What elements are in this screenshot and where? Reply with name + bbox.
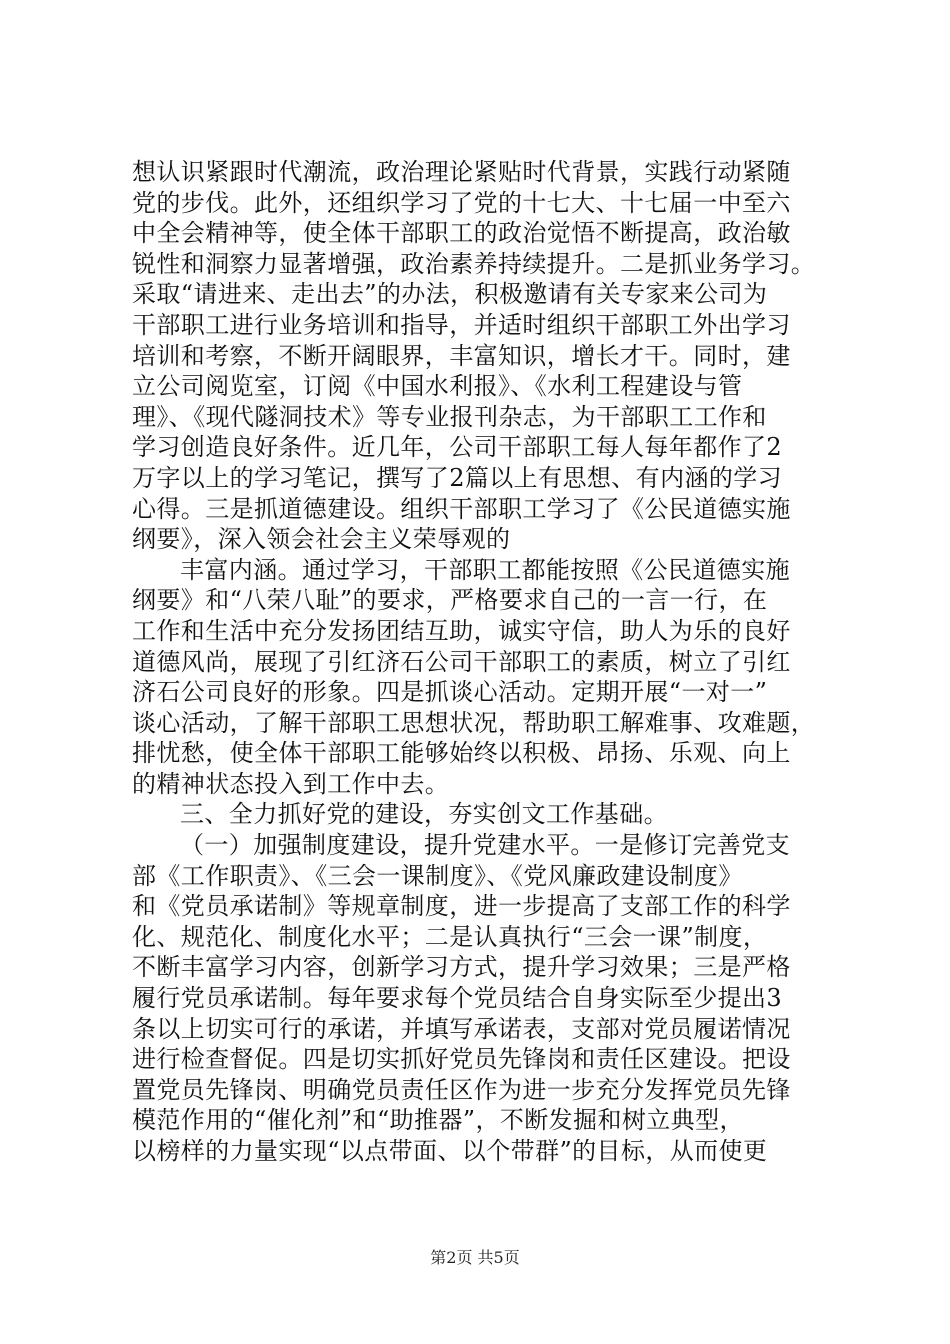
text-line: 心得。三是抓道德建设。组织干部职工学习了《公民道德实施: [132, 494, 791, 523]
text-line: 置党员先锋岗、明确党员责任区作为进一步充分发挥党员先锋: [132, 1075, 791, 1104]
text-line: 履行党员承诺制。每年要求每个党员结合自身实际至少提出3: [132, 984, 783, 1013]
text-line: 济石公司良好的形象。四是抓谈心活动。定期开展“一对一”: [132, 678, 768, 707]
text-line: 锐性和洞察力显著增强，政治素养持续提升。二是抓业务学习。: [132, 249, 816, 278]
page-number-label: 第2页 共5页: [430, 1248, 520, 1267]
text-line: 党的步伐。此外，还组织学习了党的十七大、十七届一中至六: [132, 188, 791, 217]
text-line: 的精神状态投入到工作中去。: [132, 769, 450, 798]
document-body: [132, 157, 852, 1167]
text-line: 纲要》和“八荣八耻”的要求，严格要求自己的一言一行，在: [132, 586, 768, 615]
text-line: 理》、《现代隧洞技术》等专业报刊杂志，为干部职工工作和: [132, 402, 767, 431]
section-heading: 三、全力抓好党的建设，夯实创文工作基础。: [180, 800, 668, 829]
text-line: 和《党员承诺制》等规章制度，进一步提高了支部工作的科学: [132, 892, 791, 921]
text-line: 立公司阅览室，订阅《中国水利报》、《水利工程建设与管: [132, 372, 743, 401]
text-line: 纲要》，深入领会社会主义荣辱观的: [132, 525, 511, 554]
text-line: 模范作用的“催化剂”和“助推器”，不断发掘和树立典型，: [132, 1106, 744, 1135]
text-line: 谈心活动，了解干部职工思想状况，帮助职工解难事、攻难题，: [132, 708, 816, 737]
text-line: 不断丰富学习内容，创新学习方式，提升学习效果；三是严格: [132, 953, 791, 982]
text-line: 部《工作职责》、《三会一课制度》、《党风廉政建设制度》: [132, 861, 743, 890]
text-line: 条以上切实可行的承诺，并填写承诺表，支部对党员履诺情况: [132, 1014, 791, 1043]
text-line: 想认识紧跟时代潮流，政治理论紧贴时代背景，实践行动紧随: [132, 158, 791, 186]
page-footer: [0, 1248, 950, 1268]
text-line: 化、规范化、制度化水平；二是认真执行“三会一课”制度，: [132, 922, 768, 951]
text-line: 以榜样的力量实现“以点带面、以个带群”的目标，从而使更: [132, 1137, 768, 1165]
text-line: 排忧愁，使全体干部职工能够始终以积极、昂扬、乐观、向上: [132, 739, 791, 768]
text-line: 道德风尚，展现了引红济石公司干部职工的素质，树立了引红: [132, 647, 791, 676]
text-line: 工作和生活中充分发扬团结互助，诚实守信，助人为乐的良好: [132, 616, 791, 645]
text-line: 中全会精神等，使全体干部职工的政治觉悟不断提高，政治敏: [132, 219, 791, 248]
text-line: 进行检查督促。四是切实抓好党员先锋岗和责任区建设。把设: [132, 1045, 791, 1074]
text-line: 培训和考察，不断开阔眼界，丰富知识，增长才干。同时，建: [132, 341, 791, 370]
subsection-start-line: （一）加强制度建设，提升党建水平。一是修订完善党支: [180, 831, 790, 860]
text-line: 学习创造良好条件。近几年，公司干部职工每人每年都作了2: [132, 433, 783, 462]
text-line: 万字以上的学习笔记，撰写了2篇以上有思想、有内涵的学习: [132, 463, 783, 492]
text-line: 干部职工进行业务培训和指导，并适时组织干部职工外出学习: [132, 310, 791, 339]
text-line: 采取“请进来、走出去”的办法，积极邀请有关专家来公司为: [132, 280, 768, 309]
paragraph-start-line: 丰富内涵。通过学习，干部职工都能按照《公民道德实施: [180, 555, 790, 584]
